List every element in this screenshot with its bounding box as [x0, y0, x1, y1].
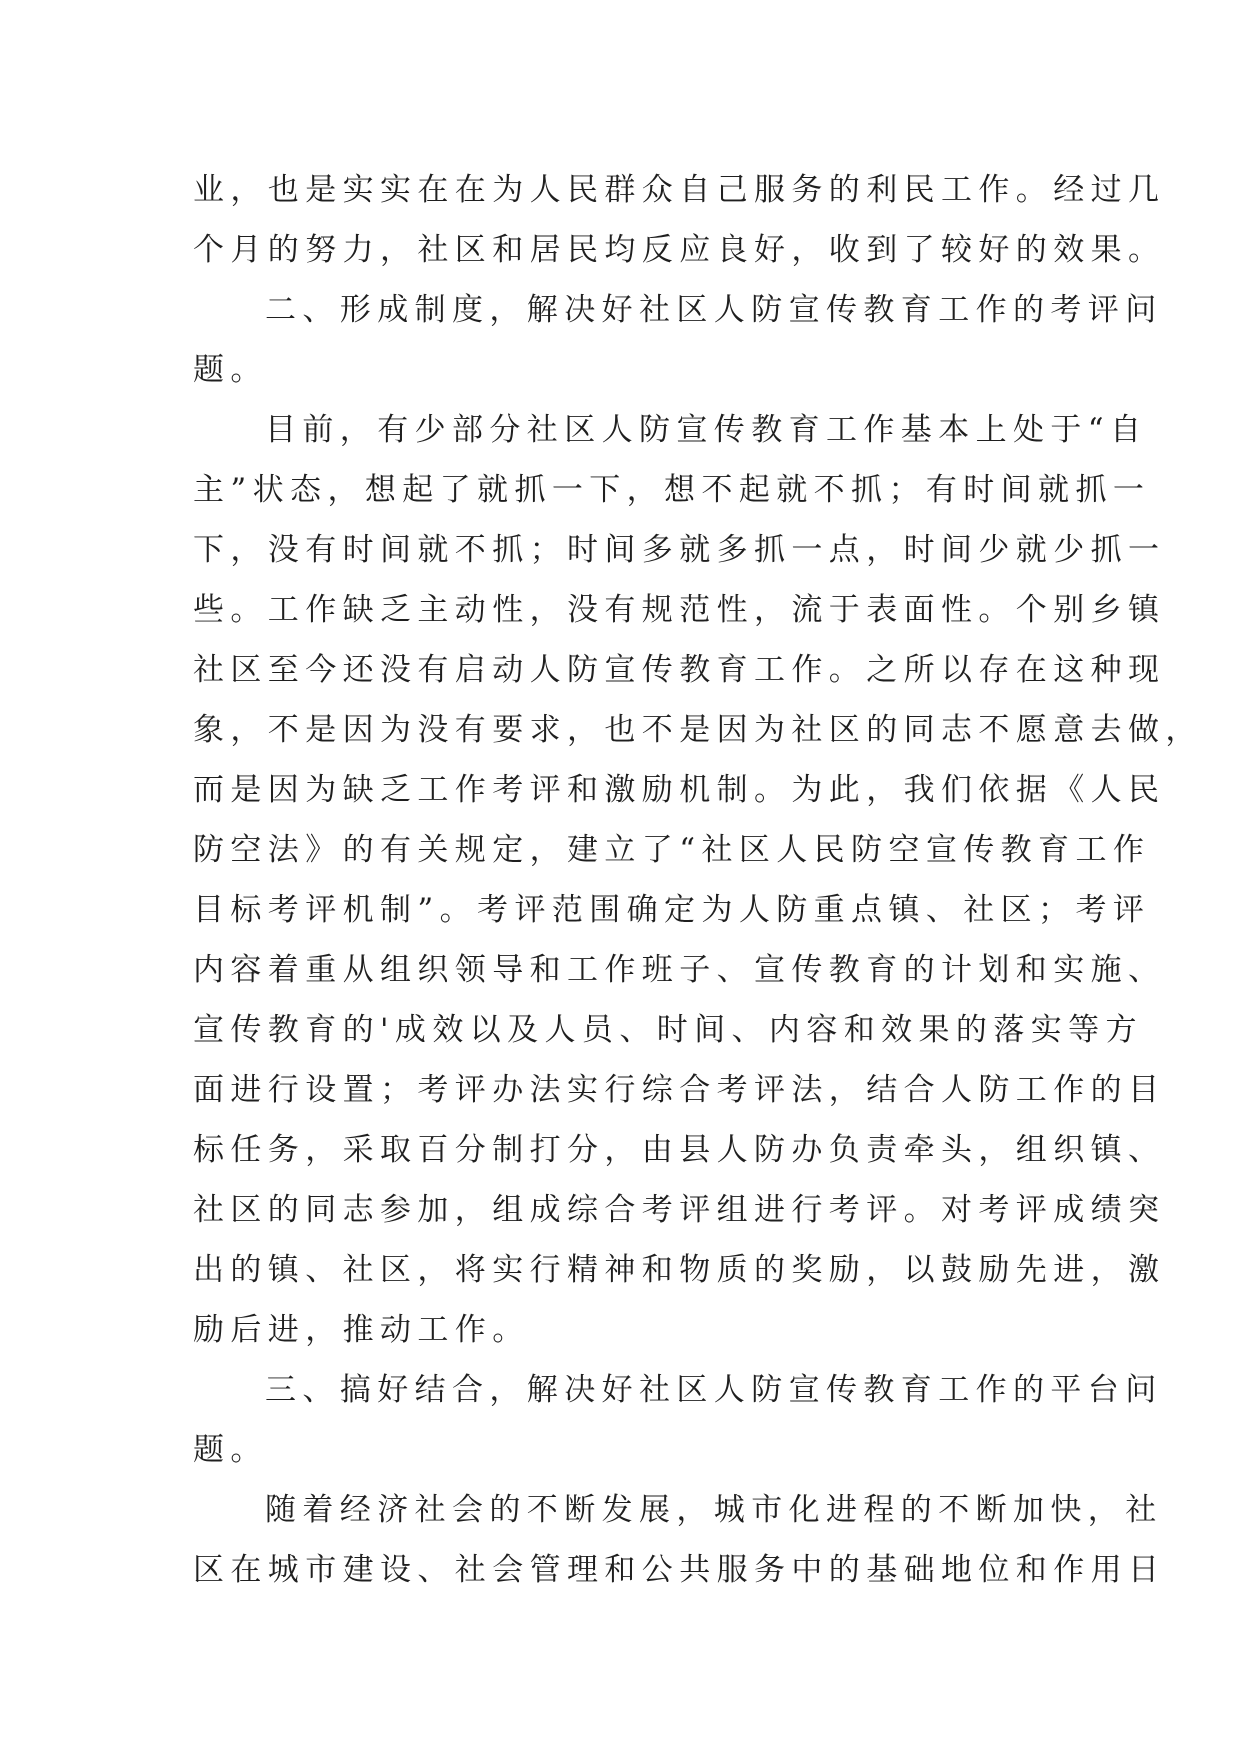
- text-line: 题。: [193, 1432, 268, 1468]
- document-body: [193, 160, 1203, 1600]
- text-line: 随着经济社会的不断发展，城市化进程的不断加快，社: [265, 1492, 1163, 1528]
- text-line: 宣传教育的'成效以及人员、时间、内容和效果的落实等方: [193, 1012, 1143, 1048]
- text-line: 象，不是因为没有要求，也不是因为社区的同志不愿意去做，: [193, 712, 1203, 748]
- text-line: 励后进，推动工作。: [193, 1312, 530, 1348]
- text-line: 面进行设置；考评办法实行综合考评法，结合人防工作的目: [193, 1072, 1166, 1108]
- text-line: 内容着重从组织领导和工作班子、宣传教育的计划和实施、: [193, 952, 1166, 988]
- text-line: 主”状态，想起了就抓一下，想不起就不抓；有时间就抓一: [193, 472, 1151, 508]
- text-line: 个月的努力，社区和居民均反应良好，收到了较好的效果。: [193, 232, 1166, 268]
- text-line: 社区的同志参加，组成综合考评组进行考评。对考评成绩突: [193, 1192, 1166, 1228]
- text-line: 防空法》的有关规定，建立了“社区人民防空宣传教育工作: [193, 832, 1151, 868]
- text-line: 三、搞好结合，解决好社区人防宣传教育工作的平台问: [265, 1372, 1163, 1408]
- text-line: 些。工作缺乏主动性，没有规范性，流于表面性。个别乡镇: [193, 592, 1166, 628]
- text-line: 题。: [193, 352, 268, 388]
- text-line: 业，也是实实在在为人民群众自己服务的利民工作。经过几: [193, 172, 1166, 208]
- text-line: 目前，有少部分社区人防宣传教育工作基本上处于“自: [265, 412, 1148, 448]
- text-line: 出的镇、社区，将实行精神和物质的奖励，以鼓励先进，激: [193, 1252, 1166, 1288]
- text-line: 而是因为缺乏工作考评和激励机制。为此，我们依据《人民: [193, 772, 1166, 808]
- text-line: 目标考评机制”。考评范围确定为人防重点镇、社区；考评: [193, 892, 1151, 928]
- text-line: 标任务，采取百分制打分，由县人防办负责牵头，组织镇、: [193, 1132, 1166, 1168]
- text-line: 下，没有时间就不抓；时间多就多抓一点，时间少就少抓一: [193, 532, 1166, 568]
- text-line: 区在城市建设、社会管理和公共服务中的基础地位和作用日: [193, 1552, 1166, 1588]
- text-line: 社区至今还没有启动人防宣传教育工作。之所以存在这种现: [193, 652, 1166, 688]
- text-line: 二、形成制度，解决好社区人防宣传教育工作的考评问: [265, 292, 1163, 328]
